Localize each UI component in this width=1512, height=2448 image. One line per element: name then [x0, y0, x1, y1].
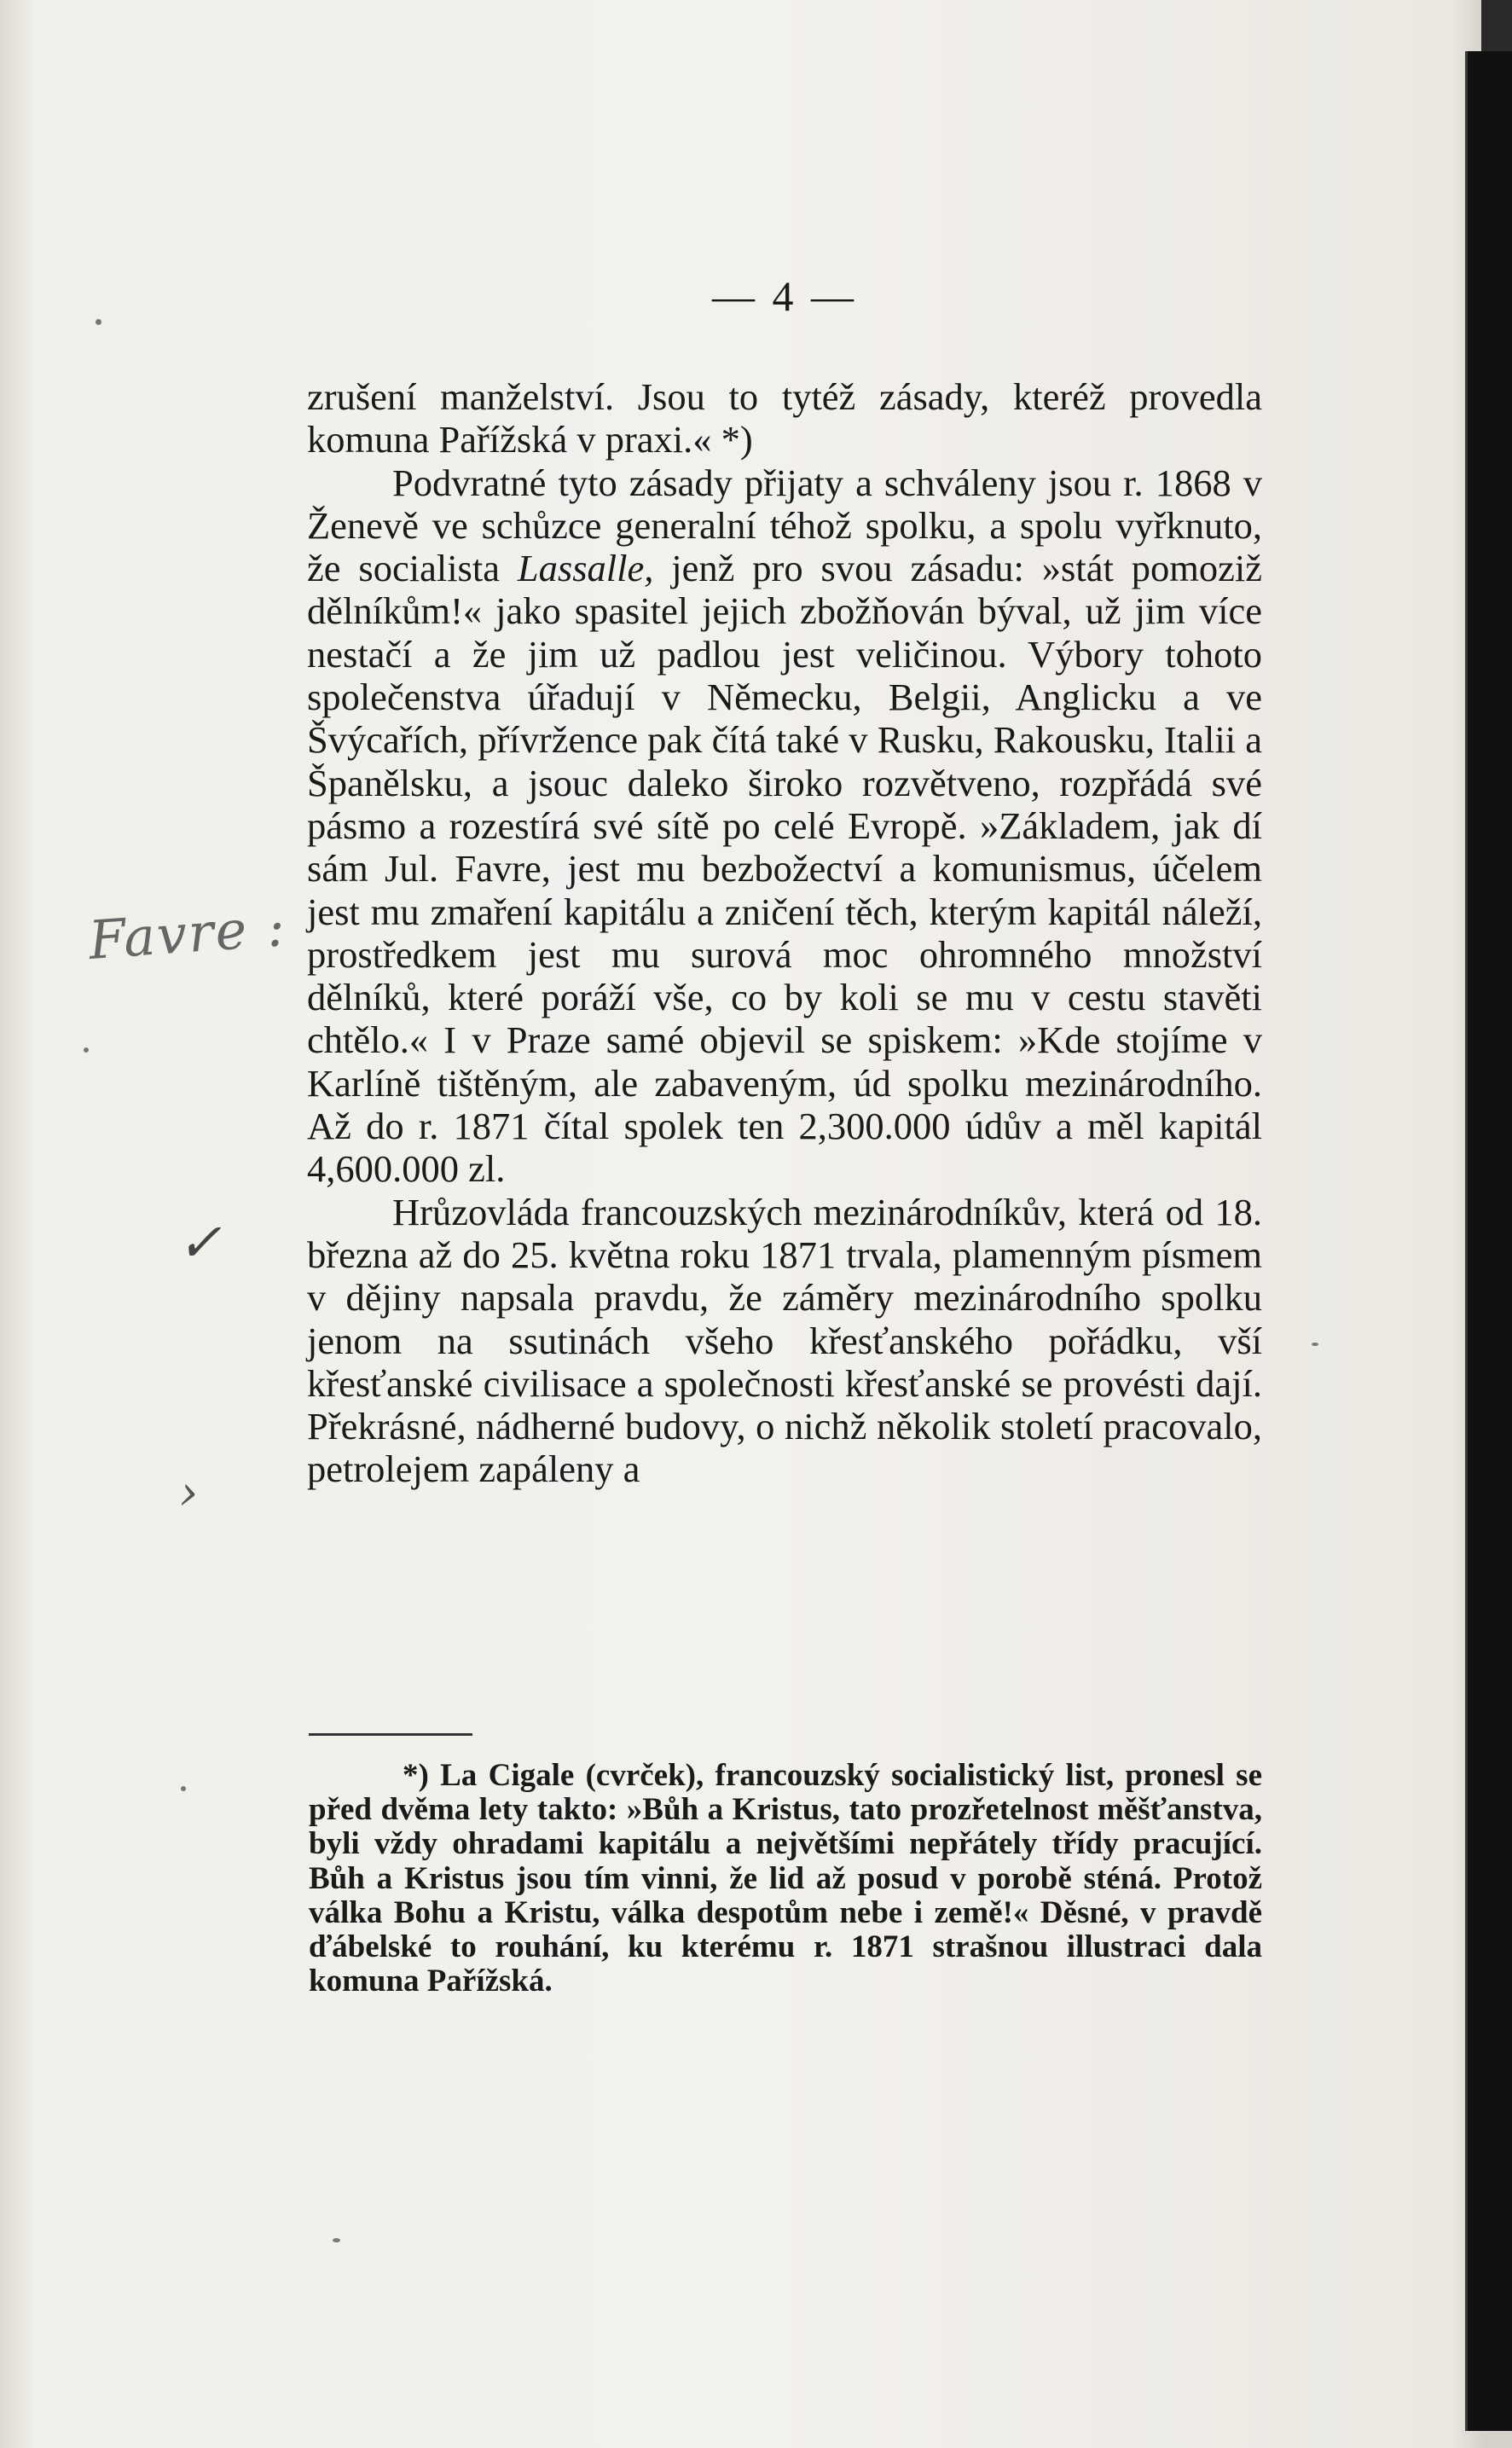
paragraph-3: Hrůzovláda francouzských mezinárodníkův, která od 18. března až do 25. května roku 1871 trvala, plamenným písmem v dějiny napsala pravdu, že záměry mezinárodního spolku jenom na ssutinách všeho křesťanského pořádku, vší křesťanské civilisace a společnosti křesťanské se provésti dají. Překrásné, nádherné budovy, o nichž několik století pracovalo, petrolejem zapáleny a [307, 1190, 1262, 1491]
dust-speck [1312, 1343, 1318, 1346]
footnote-divider [309, 1733, 472, 1736]
page-number: — 4 — [712, 272, 857, 320]
dust-speck [84, 1047, 89, 1053]
footnote-text: *) La Cigale (cvrček), francouzský socialistický list, pronesl se před dvěma lety takto: »Bůh a Kristus, tato prozřetelnost měšťanstva, byli vždy ohradami kapitálu a největšími nepřátely třídy pracující. Bůh a Kristus jsou tím vinni, že lid až posud v porobě sténá. Protož válka Bohu a Kristu, válka despotům nebe i země!« Děsné, v pravdě ďábelské to rouhání, ku kterému r. 1871 strašnou illustraci dala komuna Pařížská. [309, 1758, 1262, 1999]
margin-note-favre: Favre : [86, 896, 288, 972]
paragraph-1: zrušení manželství. Jsou to tytéž zásady, kteréž provedla komuna Pařížská v praxi.« *) [307, 375, 1262, 461]
scanner-edge [1465, 51, 1512, 2431]
margin-check-mark: ✓ [177, 1211, 222, 1273]
margin-arrow-mark: › [179, 1465, 199, 1521]
lassalle-name: Lassalle, [517, 547, 654, 590]
paragraph-2-rest: jenž pro svou zásadu: »stát pomoziž dělníkům!« jako spasitel jejich zbožňován býval, už jim více nestačí a že jim už padlou jest veličinou. Výbory tohoto společenstva úřadují v Německu, Belgii, Anglicku a ve Švýcařích, přívržence pak čítá také v Rusku, Rakousku, Italii a Španělsku, a jsouc daleko široko rozvětveno, rozpřádá své pásmo a rozestírá své sítě po celé Evropě. »Základem, jak dí sám Jul. Favre, jest mu bezbožectví a komunismus, účelem jest mu zmaření kapitálu a zničení těch, kterým kapitál náleží, prostředkem jest mu surová moc ohromného množství dělníků, které poráží vše, co by koli se mu v cestu stavěti chtělo.« I v Praze samé objevil se spiskem: »Kde stojíme v Karlíně tištěným, ale zabaveným, úd spolku mezinárodního. Až do r. 1871 čítal spolek ten 2,300.000 údův a měl kapitál 4,600.000 zl. [307, 547, 1262, 1191]
footnote [309, 1759, 1262, 1998]
paragraph-2-start: Podvratné tyto zásady přijaty a schváleny jsou r. 1868 v Ženevě ve schůzce generalní téhož spolku, a spolu vyřknuto, že socialista [307, 461, 1262, 590]
body-text [307, 375, 1262, 1491]
dust-speck [96, 319, 101, 325]
dust-speck [181, 1786, 186, 1791]
dust-speck [333, 2238, 340, 2242]
paragraph-2 [307, 461, 1262, 1191]
